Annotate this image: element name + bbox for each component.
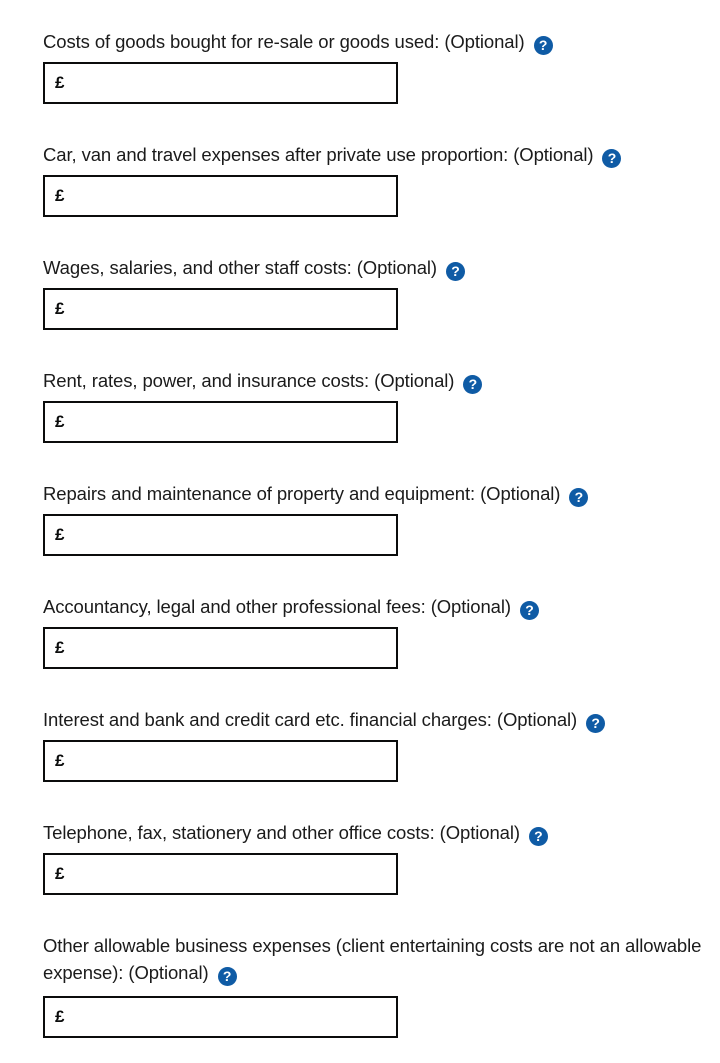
currency-prefix: £	[55, 1007, 65, 1026]
field-other-expenses	[43, 932, 703, 1026]
field-label: Interest and bank and credit card etc. financial charges: (Optional) ?	[43, 706, 713, 733]
field-wages-salaries	[43, 254, 713, 318]
currency-prefix: £	[55, 412, 65, 431]
financial-charges-input[interactable]	[43, 740, 398, 782]
currency-prefix: £	[55, 73, 65, 92]
amount-input[interactable]	[64, 741, 396, 781]
help-icon[interactable]: ?	[218, 967, 237, 986]
help-icon[interactable]: ?	[586, 714, 605, 733]
amount-input[interactable]	[64, 628, 396, 668]
help-icon[interactable]: ?	[602, 149, 621, 168]
field-office-costs	[43, 819, 713, 883]
wages-salaries-input[interactable]	[43, 288, 398, 330]
help-icon[interactable]: ?	[463, 375, 482, 394]
currency-prefix: £	[55, 299, 65, 318]
field-repairs-maintenance	[43, 480, 713, 544]
field-professional-fees	[43, 593, 713, 657]
field-label: Accountancy, legal and other professional fees: (Optional) ?	[43, 593, 713, 620]
help-icon[interactable]: ?	[520, 601, 539, 620]
field-label: Costs of goods bought for re-sale or goods used: (Optional) ?	[43, 28, 713, 55]
help-icon[interactable]: ?	[446, 262, 465, 281]
repairs-maintenance-input[interactable]	[43, 514, 398, 556]
help-icon[interactable]: ?	[529, 827, 548, 846]
field-financial-charges	[43, 706, 713, 770]
car-van-travel-input[interactable]	[43, 175, 398, 217]
field-label: Repairs and maintenance of property and equipment: (Optional) ?	[43, 480, 713, 507]
field-label: Telephone, fax, stationery and other office costs: (Optional) ?	[43, 819, 713, 846]
amount-input[interactable]	[64, 997, 396, 1037]
amount-input[interactable]	[64, 63, 396, 103]
field-rent-rates	[43, 367, 713, 431]
cost-of-goods-input[interactable]	[43, 62, 398, 104]
currency-prefix: £	[55, 638, 65, 657]
field-car-van-travel	[43, 141, 713, 205]
field-label: Wages, salaries, and other staff costs: (Optional) ?	[43, 254, 713, 281]
amount-input[interactable]	[64, 176, 396, 216]
amount-input[interactable]	[64, 289, 396, 329]
field-cost-of-goods	[43, 28, 713, 92]
help-icon[interactable]: ?	[569, 488, 588, 507]
amount-input[interactable]	[64, 402, 396, 442]
help-icon[interactable]: ?	[534, 36, 553, 55]
field-label: Rent, rates, power, and insurance costs: (Optional) ?	[43, 367, 713, 394]
amount-input[interactable]	[64, 515, 396, 555]
office-costs-input[interactable]	[43, 853, 398, 895]
professional-fees-input[interactable]	[43, 627, 398, 669]
currency-prefix: £	[55, 525, 65, 544]
field-label: Other allowable business expenses (client entertaining costs are not an allowable expense): (Optional) ?	[43, 935, 702, 984]
amount-input[interactable]	[64, 854, 396, 894]
currency-prefix: £	[55, 186, 65, 205]
other-expenses-input[interactable]	[43, 996, 398, 1038]
currency-prefix: £	[55, 751, 65, 770]
field-label: Car, van and travel expenses after private use proportion: (Optional) ?	[43, 141, 713, 168]
currency-prefix: £	[55, 864, 65, 883]
rent-rates-input[interactable]	[43, 401, 398, 443]
